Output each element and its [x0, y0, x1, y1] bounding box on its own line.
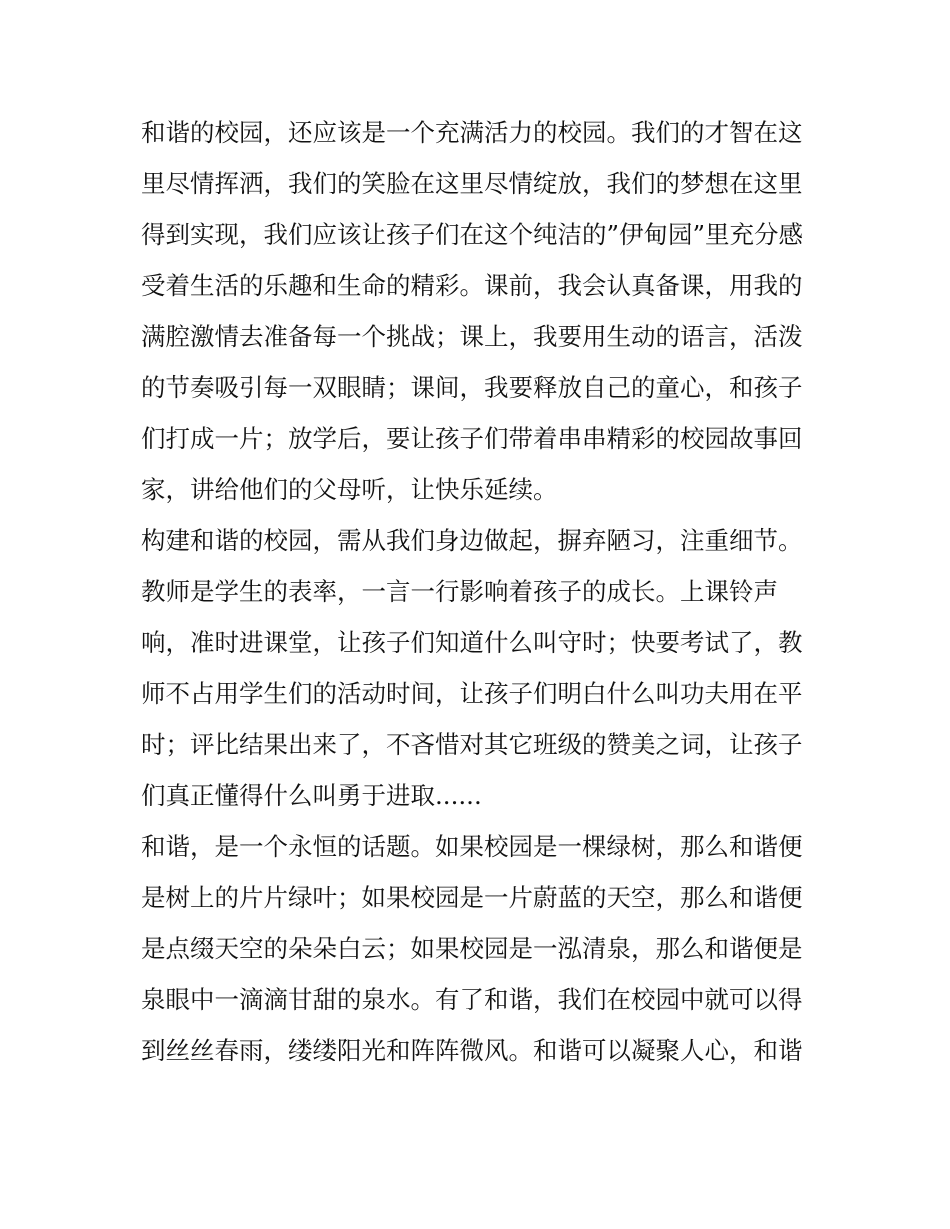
text-line: 教师是学生的表率，一言一行影响着孩子的成长。上课铃声: [141, 577, 778, 606]
text-line: 得到实现，我们应该让孩子们在这个纯洁的”伊甸园”里充分感: [141, 220, 804, 249]
text-line: 受着生活的乐趣和生命的精彩。课前，我会认真备课，用我的: [141, 271, 803, 300]
text-line: 是树上的片片绿叶；如果校园是一片蔚蓝的天空，那么和谐便: [141, 883, 803, 912]
text-line: 们真正懂得什么叫勇于进取......: [141, 781, 482, 810]
text-line: 师不占用学生们的活动时间，让孩子们明白什么叫功夫用在平: [141, 679, 803, 708]
text-line: 泉眼中一滴滴甘甜的泉水。有了和谐，我们在校园中就可以得: [141, 985, 803, 1014]
text-line: 和谐的校园，还应该是一个充满活力的校园。我们的才智在这: [141, 118, 803, 147]
text-line: 满腔激情去准备每一个挑战；课上，我要用生动的语言，活泼: [141, 322, 803, 351]
essay-text-block: [141, 107, 821, 1076]
text-line: 构建和谐的校园，需从我们身边做起，摒弃陋习，注重细节。: [141, 526, 803, 555]
text-line: 们打成一片；放学后，要让孩子们带着串串精彩的校园故事回: [141, 424, 803, 453]
text-line: 家，讲给他们的父母听，让快乐延续。: [141, 475, 558, 504]
text-line: 和谐，是一个永恒的话题。如果校园是一棵绿树，那么和谐便: [141, 832, 803, 861]
text-line: 里尽情挥洒，我们的笑脸在这里尽情绽放，我们的梦想在这里: [141, 169, 803, 198]
text-line: 到丝丝春雨，缕缕阳光和阵阵微风。和谐可以凝聚人心，和谐: [141, 1036, 803, 1065]
text-line: 的节奏吸引每一双眼睛；课间，我要释放自己的童心，和孩子: [141, 373, 803, 402]
text-line: 响，准时进课堂，让孩子们知道什么叫守时；快要考试了，教: [141, 628, 803, 657]
text-line: 是点缀天空的朵朵白云；如果校园是一泓清泉，那么和谐便是: [141, 934, 803, 963]
text-line: 时；评比结果出来了，不吝惜对其它班级的赞美之词，让孩子: [141, 730, 803, 759]
